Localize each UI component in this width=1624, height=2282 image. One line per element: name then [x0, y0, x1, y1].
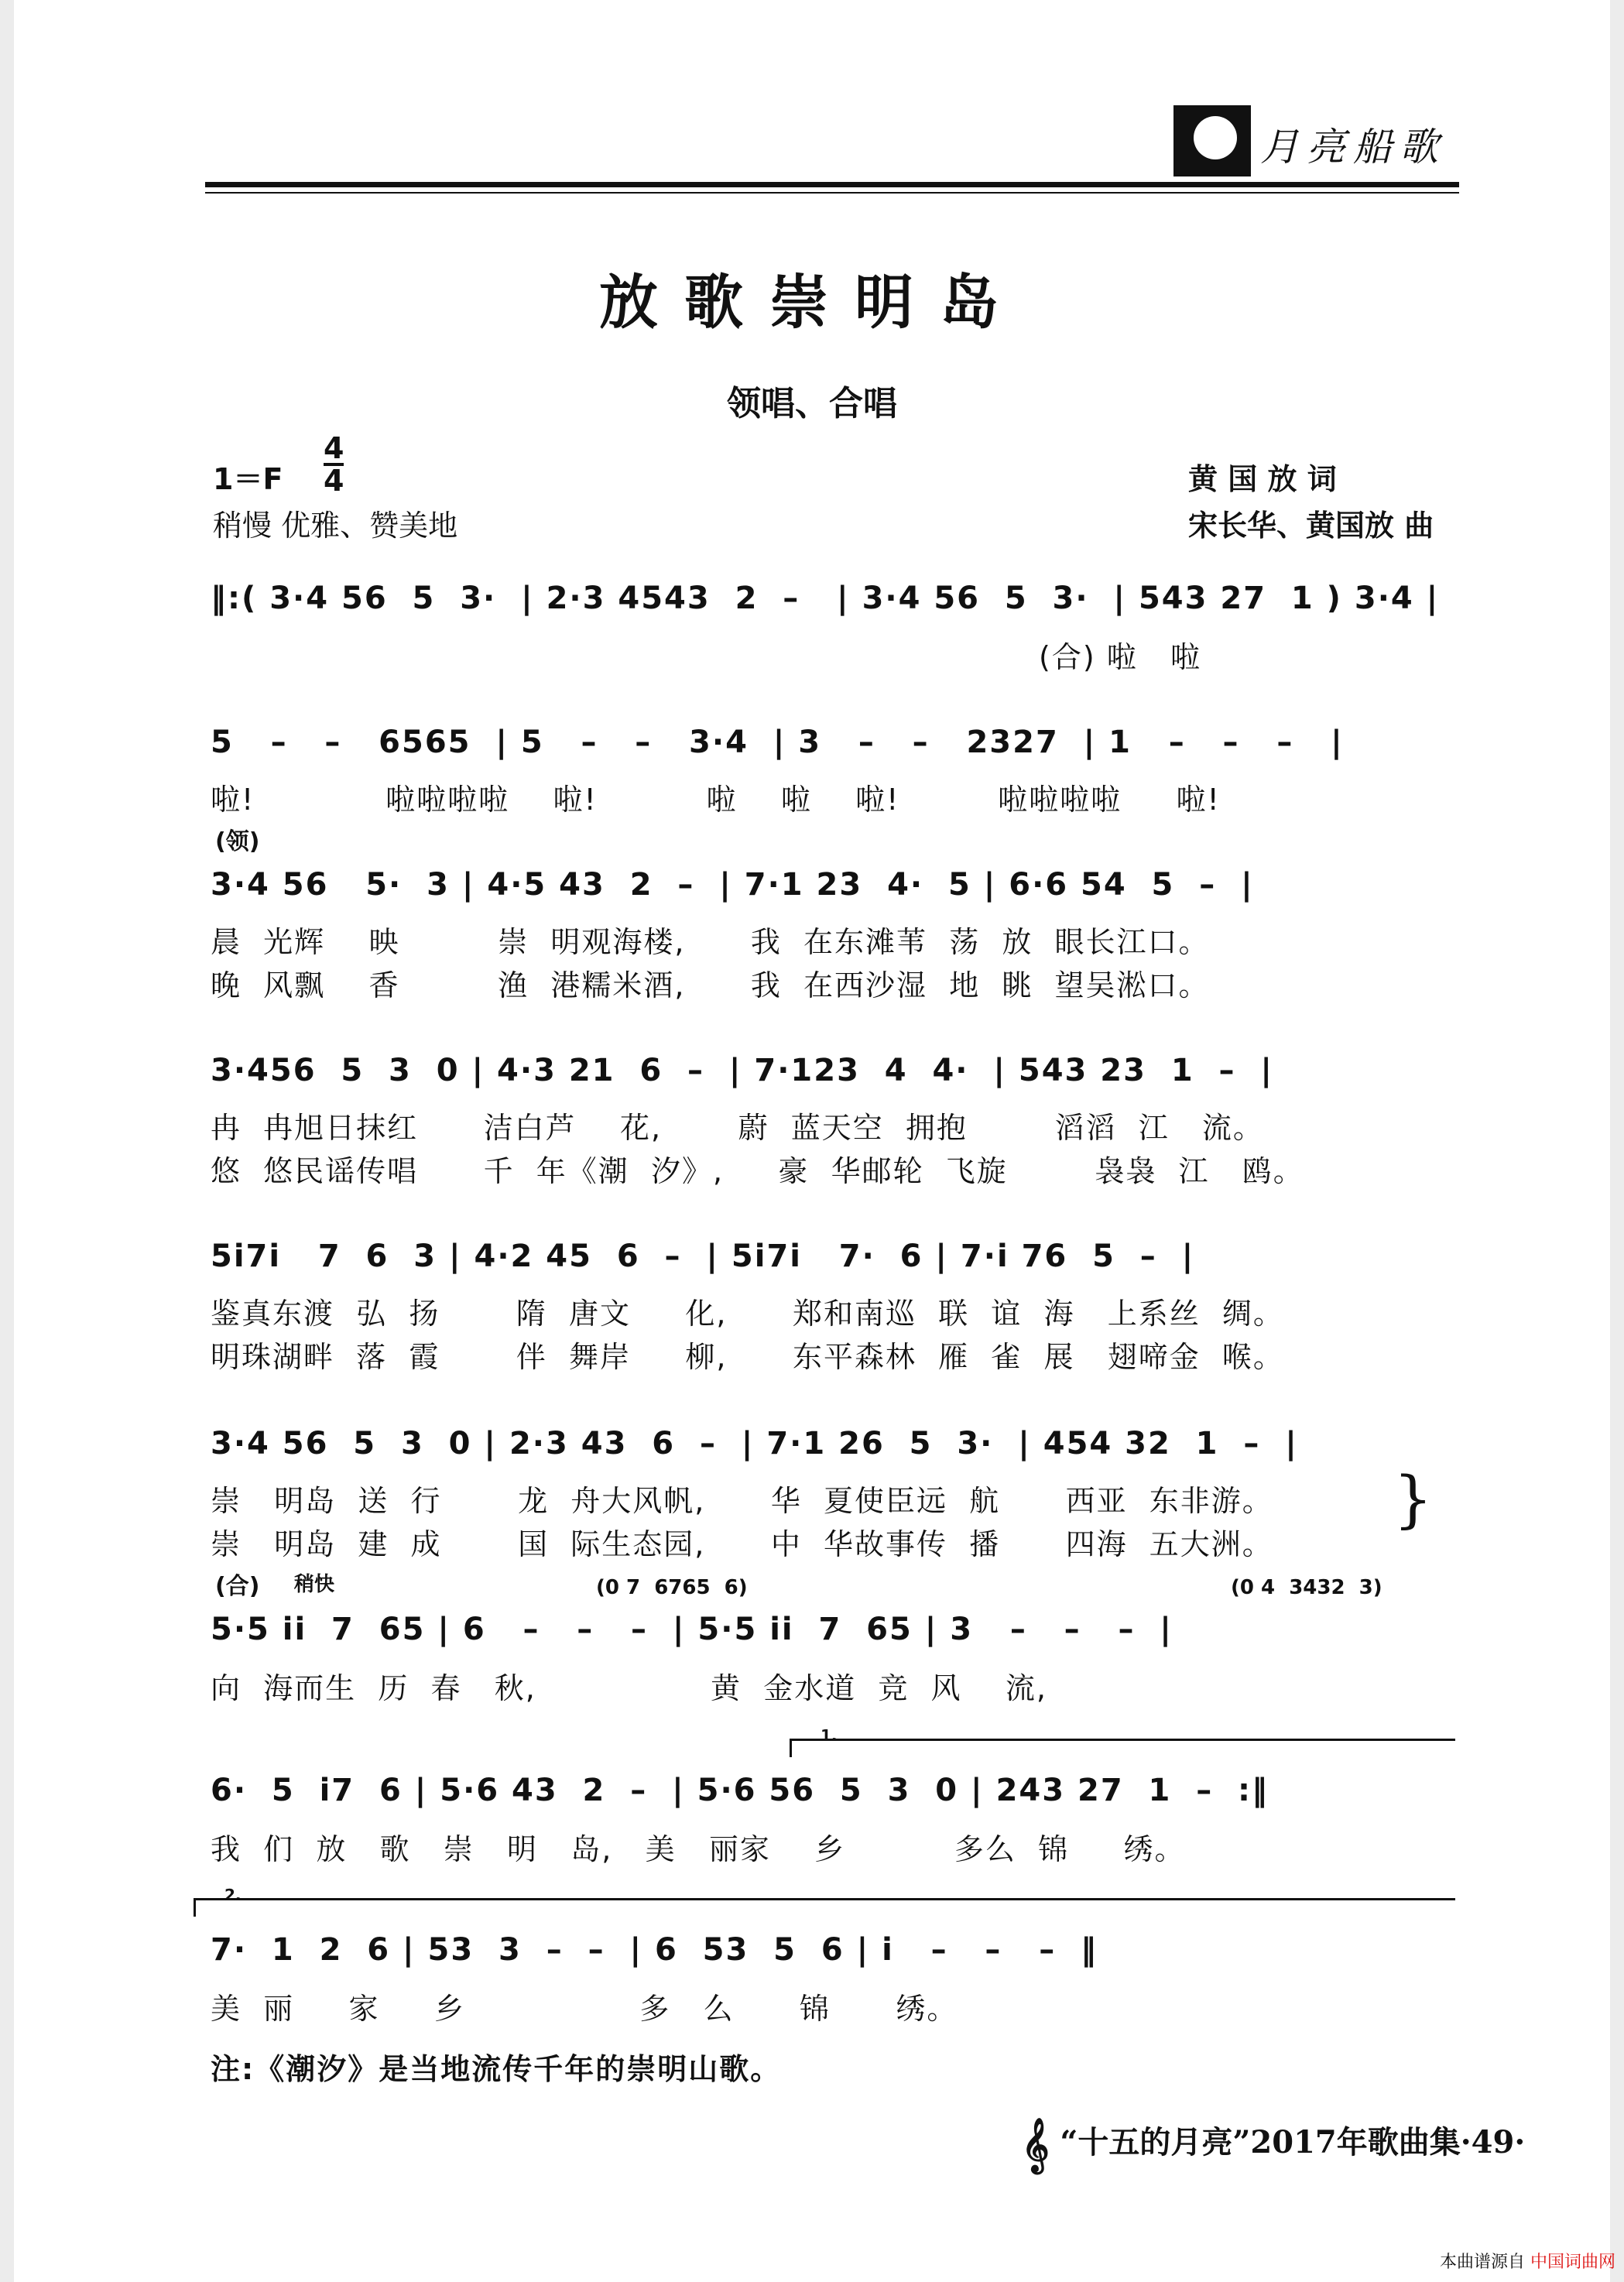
system-1-notes: ‖:( 3·4 56 5 3· | 2·3 4543 2 – | 3·4 56 5 3· | 543 27 1 ) 3·4 | [211, 581, 1440, 616]
treble-clef-icon: 𝄞 [1022, 2118, 1050, 2172]
system-7-bracket-2: (0 4 3432 3) [1231, 1576, 1382, 1599]
footnote: 注:《潮汐》是当地流传千年的崇明山歌。 [211, 2052, 782, 2086]
system-5-lyrics-2: 明珠湖畔 落 霞 伴 舞岸 柳, 东平森林 雁 雀 展 翅啼金 喉。 [211, 1340, 1284, 1374]
system-6-lyrics-1: 崇 明岛 送 行 龙 舟大风帆, 华 夏使臣远 航 西亚 东非游。 [211, 1484, 1273, 1518]
system-3-part: (领) [215, 828, 260, 855]
header-rule-thin [205, 192, 1459, 194]
system-5-notes: 5i7i 7 6 3 | 4·2 45 6 – | 5i7i 7· 6 | 7·i 76 5 – | [211, 1239, 1195, 1274]
system-4-notes: 3·456 5 3 0 | 4·3 21 6 – | 7·123 4 4· | 543 23 1 – | [211, 1053, 1273, 1088]
system-8-lyrics: 我 们 放 歌 崇 明 岛, 美 丽家 乡 多么 锦 绣。 [211, 1832, 1186, 1866]
system-6-lyrics-2: 崇 明岛 建 成 国 际生态园, 中 华故事传 播 四海 五大洲。 [211, 1527, 1273, 1561]
system-2-notes: 5 – – 6565 | 5 – – 3·4 | 3 – – 2327 | 1 – – – | [211, 725, 1344, 760]
system-9-notes: 7· 1 2 6 | 53 3 – – | 6 53 5 6 | i – – – ‖ [211, 1932, 1098, 1968]
system-1-lyrics: (合) 啦 啦 [211, 640, 1201, 674]
lyricist-credit: 黄 国 放 词 [1188, 462, 1337, 496]
time-numerator: 4 [324, 431, 344, 465]
system-4-lyrics-1: 冉 冉旭日抹红 洁白芦 花, 蔚 蓝天空 拥抱 滔滔 江 流。 [211, 1111, 1264, 1145]
credit-site: 中国词曲网 [1530, 2253, 1616, 2272]
volta-1-label: 1. [821, 1726, 838, 1745]
composer-credit: 宋长华、黄国放 曲 [1188, 509, 1434, 543]
page-footer [1022, 2118, 1525, 2172]
system-2-lyrics: 啦! 啦啦啦啦 啦! 啦 啦 啦! 啦啦啦啦 啦! [211, 783, 1221, 817]
credit-prefix: 本曲谱源自 [1440, 2253, 1526, 2272]
volta-1-line [790, 1739, 1455, 1741]
system-7-bracket-1: (0 7 6765 6) [596, 1576, 748, 1599]
volta-1-leg [790, 1739, 792, 1757]
tempo-marking: 稍慢 优雅、赞美地 [213, 509, 458, 543]
moon-boat-icon [1173, 105, 1251, 176]
key-signature: 1＝F [213, 462, 283, 496]
right-border [1610, 0, 1624, 2282]
source-credit [1440, 2249, 1615, 2273]
song-subtitle: 领唱、合唱 [727, 384, 897, 423]
volta-2-line [194, 1898, 1455, 1900]
song-title: 放歌崇明岛 [599, 268, 1025, 337]
logo-text: 月亮船歌 [1260, 125, 1446, 170]
system-6-notes: 3·4 56 5 3 0 | 2·3 43 6 – | 7·1 26 5 3· | 454 32 1 – | [211, 1426, 1298, 1461]
system-9-lyrics: 美 丽 家 乡 多 么 锦 绣。 [211, 1992, 958, 2026]
system-7-notes: 5·5 ii 7 65 | 6 – – – | 5·5 ii 7 65 | 3 – – – | [211, 1612, 1173, 1647]
volta-2-leg [194, 1898, 196, 1917]
system-3-lyrics-1: 晨 光辉 映 崇 明观海楼, 我 在东滩苇 荡 放 眼长江口。 [211, 925, 1210, 959]
time-signature [324, 431, 344, 498]
footer-text: “十五的月亮”2017年歌曲集·49· [1060, 2124, 1526, 2160]
system-7-lyrics: 向 海而生 历 春 秋, 黄 金水道 竞 风 流, [211, 1671, 1047, 1705]
time-denominator: 4 [324, 464, 344, 498]
system-4-lyrics-2: 悠 悠民谣传唱 千 年《潮 汐》, 豪 华邮轮 飞旋 袅袅 江 鸥。 [211, 1154, 1304, 1188]
system-3-lyrics-2: 晚 风飘 香 渔 港糯米酒, 我 在西沙湿 地 眺 望吴淞口。 [211, 968, 1210, 1002]
left-border [0, 0, 14, 2282]
system-8-notes: 6· 5 i7 6 | 5·6 43 2 – | 5·6 56 5 3 0 | 243 27 1 – :‖ [211, 1773, 1269, 1808]
header-rule-thick [205, 182, 1459, 187]
system-3-notes: 3·4 56 5· 3 | 4·5 43 2 – | 7·1 23 4· 5 | 6·6 54 5 – | [211, 867, 1254, 903]
system-5-lyrics-1: 鉴真东渡 弘 扬 隋 唐文 化, 郑和南巡 联 谊 海 上系丝 绸。 [211, 1297, 1284, 1331]
lyrics-brace: } [1393, 1463, 1433, 1535]
volta-2-label: 2. [224, 1886, 242, 1904]
system-7-part: (合) [215, 1573, 260, 1600]
system-7-tempo: 稍快 [294, 1573, 335, 1596]
